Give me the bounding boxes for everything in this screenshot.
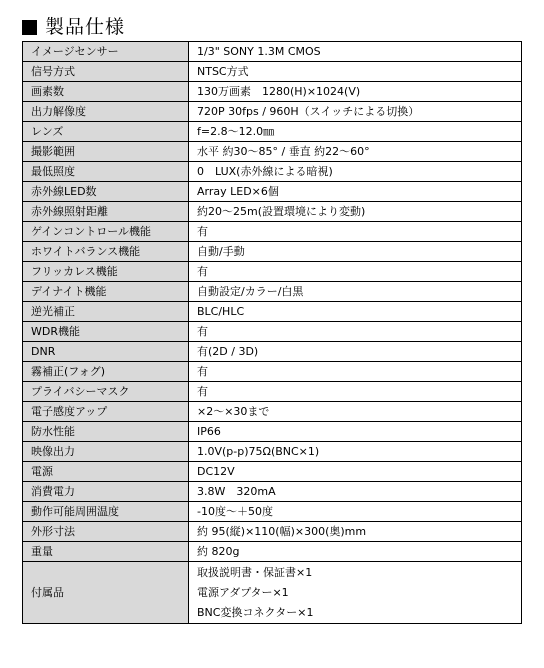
spec-value: 有(2D / 3D) bbox=[189, 342, 522, 362]
spec-row bbox=[23, 222, 522, 242]
spec-value: 約 820g bbox=[189, 542, 522, 562]
spec-table bbox=[22, 41, 522, 624]
spec-row bbox=[23, 142, 522, 162]
spec-value: 有 bbox=[189, 222, 522, 242]
spec-row bbox=[23, 442, 522, 462]
spec-row bbox=[23, 122, 522, 142]
spec-value: 1/3" SONY 1.3M CMOS bbox=[189, 42, 522, 62]
spec-label: 信号方式 bbox=[23, 62, 189, 82]
spec-value: Array LED×6個 bbox=[189, 182, 522, 202]
spec-label: 防水性能 bbox=[23, 422, 189, 442]
spec-row bbox=[23, 62, 522, 82]
spec-value: 1.0V(p-p)75Ω(BNC×1) bbox=[189, 442, 522, 462]
spec-value: IP66 bbox=[189, 422, 522, 442]
accessory-item: 取扱説明書・保証書×1 bbox=[197, 565, 313, 579]
spec-label: 霧補正(フォグ) bbox=[23, 362, 189, 382]
spec-row bbox=[23, 322, 522, 342]
spec-value: NTSC方式 bbox=[189, 62, 522, 82]
spec-label: デイナイト機能 bbox=[23, 282, 189, 302]
spec-row bbox=[23, 42, 522, 62]
spec-row bbox=[23, 422, 522, 442]
spec-row bbox=[23, 522, 522, 542]
spec-value: 720P 30fps / 960H（スイッチによる切換） bbox=[189, 102, 522, 122]
spec-row bbox=[23, 382, 522, 402]
spec-label: ゲインコントロール機能 bbox=[23, 222, 189, 242]
spec-value: 水平 約30～85° / 垂直 約22～60° bbox=[189, 142, 522, 162]
spec-value: 約 95(縦)×110(幅)×300(奥)mm bbox=[189, 522, 522, 542]
spec-label: 撮影範囲 bbox=[23, 142, 189, 162]
accessories-value bbox=[189, 562, 522, 624]
spec-value: 有 bbox=[189, 322, 522, 342]
spec-table-body bbox=[23, 42, 522, 624]
spec-label: レンズ bbox=[23, 122, 189, 142]
spec-value: 自動設定/カラー/白黒 bbox=[189, 282, 522, 302]
spec-label: DNR bbox=[23, 342, 189, 362]
spec-value: 有 bbox=[189, 262, 522, 282]
spec-row bbox=[23, 362, 522, 382]
spec-label: 赤外線LED数 bbox=[23, 182, 189, 202]
spec-row bbox=[23, 342, 522, 362]
spec-row bbox=[23, 482, 522, 502]
spec-value: 約20～25m(設置環境により変動) bbox=[189, 202, 522, 222]
accessory-item: 電源アダプター×1 bbox=[197, 585, 289, 599]
spec-value: 自動/手動 bbox=[189, 242, 522, 262]
spec-label: 外形寸法 bbox=[23, 522, 189, 542]
spec-value: 有 bbox=[189, 382, 522, 402]
spec-row bbox=[23, 402, 522, 422]
accessories-row bbox=[23, 562, 522, 624]
spec-label: WDR機能 bbox=[23, 322, 189, 342]
spec-label: 重量 bbox=[23, 542, 189, 562]
spec-row bbox=[23, 502, 522, 522]
spec-value: ×2～×30まで bbox=[189, 402, 522, 422]
spec-label: 最低照度 bbox=[23, 162, 189, 182]
spec-row bbox=[23, 262, 522, 282]
spec-row bbox=[23, 182, 522, 202]
spec-row bbox=[23, 462, 522, 482]
spec-value: DC12V bbox=[189, 462, 522, 482]
spec-value: 0 LUX(赤外線による暗視) bbox=[189, 162, 522, 182]
spec-row bbox=[23, 202, 522, 222]
spec-row bbox=[23, 542, 522, 562]
spec-value: BLC/HLC bbox=[189, 302, 522, 322]
spec-label: 赤外線照射距離 bbox=[23, 202, 189, 222]
spec-value: 有 bbox=[189, 362, 522, 382]
spec-label: 動作可能周囲温度 bbox=[23, 502, 189, 522]
spec-label: 出力解像度 bbox=[23, 102, 189, 122]
spec-label: イメージセンサー bbox=[23, 42, 189, 62]
accessory-item: BNC変換コネクター×1 bbox=[197, 605, 314, 619]
spec-value: 130万画素 1280(H)×1024(V) bbox=[189, 82, 522, 102]
spec-label: 映像出力 bbox=[23, 442, 189, 462]
spec-label: 電源 bbox=[23, 462, 189, 482]
accessories-label: 付属品 bbox=[23, 562, 189, 624]
spec-label: ホワイトバランス機能 bbox=[23, 242, 189, 262]
spec-row bbox=[23, 82, 522, 102]
spec-label: 逆光補正 bbox=[23, 302, 189, 322]
spec-value: 3.8W 320mA bbox=[189, 482, 522, 502]
spec-label: 消費電力 bbox=[23, 482, 189, 502]
spec-row bbox=[23, 102, 522, 122]
spec-row bbox=[23, 282, 522, 302]
section-heading bbox=[22, 14, 125, 40]
spec-label: 電子感度アップ bbox=[23, 402, 189, 422]
spec-label: フリッカレス機能 bbox=[23, 262, 189, 282]
spec-row bbox=[23, 242, 522, 262]
spec-row bbox=[23, 302, 522, 322]
spec-row bbox=[23, 162, 522, 182]
spec-value: f=2.8～12.0㎜ bbox=[189, 122, 522, 142]
spec-label: プライバシーマスク bbox=[23, 382, 189, 402]
black-square-bullet-icon bbox=[22, 20, 37, 35]
section-title: 製品仕様 bbox=[45, 16, 126, 38]
spec-value: -10度～＋50度 bbox=[189, 502, 522, 522]
spec-label: 画素数 bbox=[23, 82, 189, 102]
